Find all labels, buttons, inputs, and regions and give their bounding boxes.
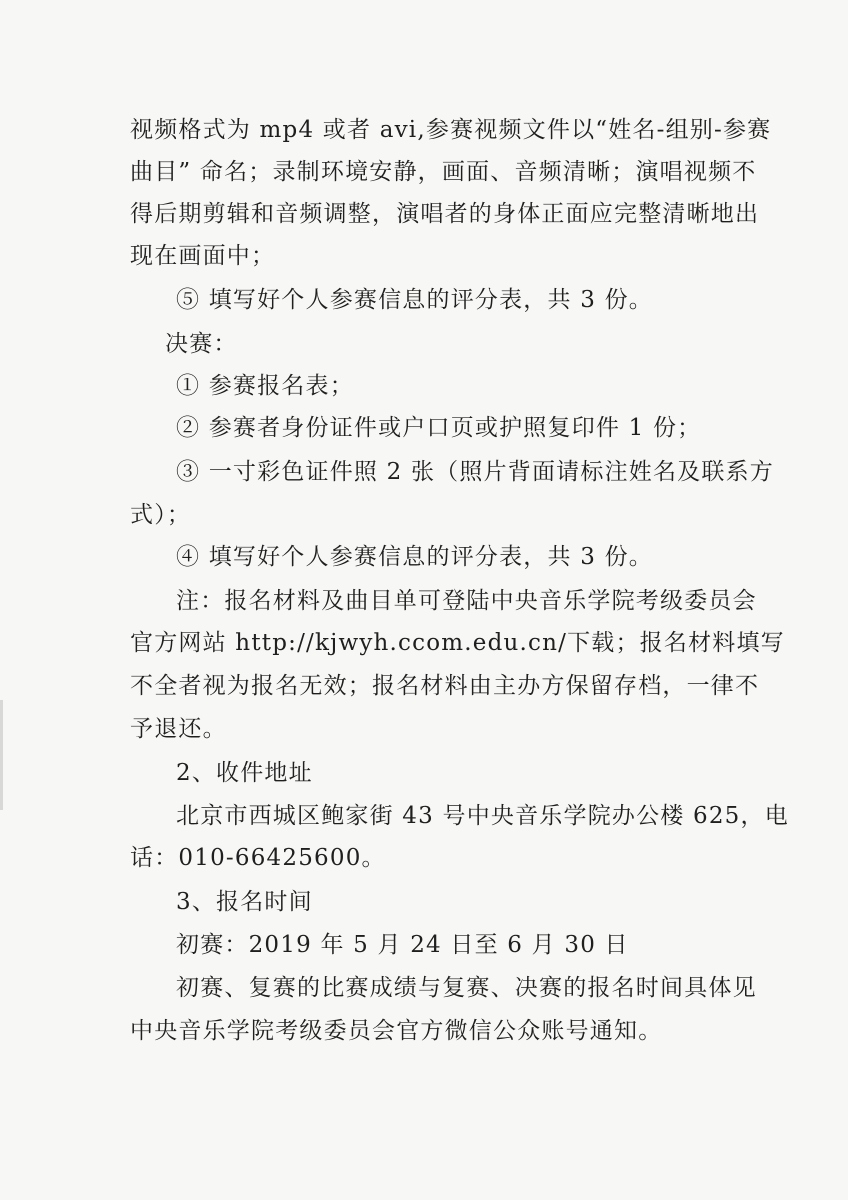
final-item-4: ④ 填写好个人参赛信息的评分表，共 3 份。	[176, 544, 653, 570]
final-item-2: ② 参赛者身份证件或户口页或护照复印件 1 份；	[176, 415, 702, 441]
body-line-1: 视频格式为 mp4 或者 avi,参赛视频文件以“姓名-组别-参赛	[130, 117, 772, 143]
final-item-1: ① 参赛报名表；	[176, 373, 354, 399]
note-paragraph-line-1: 注：报名材料及曲目单可登陆中央音乐学院考级委员会	[176, 588, 757, 614]
address-line-1: 北京市西城区鲍家街 43 号中央音乐学院办公楼 625，电	[176, 803, 789, 829]
note-paragraph-line-4: 予退还。	[130, 716, 227, 742]
schedule-note-line-1: 初赛、复赛的比赛成绩与复赛、决赛的报名时间具体见	[176, 975, 757, 1001]
body-line-4: 现在画面中；	[130, 243, 276, 269]
scan-edge-mark	[0, 700, 3, 810]
preliminary-date: 初赛：2019 年 5 月 24 日至 6 月 30 日	[176, 932, 629, 958]
section-final-heading: 决赛：	[165, 331, 238, 357]
body-line-2: 曲目” 命名；录制环境安静，画面、音频清晰；演唱视频不	[130, 159, 757, 185]
note-paragraph-line-3: 不全者视为报名无效；报名材料由主办方保留存档，一律不	[130, 673, 760, 699]
final-item-3: ③ 一寸彩色证件照 2 张（照片背面请标注姓名及联系方	[176, 459, 774, 485]
section-address-heading: 2、收件地址	[176, 760, 313, 786]
final-item-3-continued: 式）；	[130, 502, 192, 528]
section-time-heading: 3、报名时间	[176, 889, 313, 915]
body-line-3: 得后期剪辑和音频调整，演唱者的身体正面应完整清晰地出	[130, 201, 760, 227]
address-line-2: 话：010-66425600。	[130, 845, 386, 871]
schedule-note-line-2: 中央音乐学院考级委员会官方微信公众账号通知。	[130, 1018, 663, 1044]
note-paragraph-line-2: 官方网站 http://kjwyh.ccom.edu.cn/下载；报名材料填写	[130, 630, 785, 656]
list-item-5-score-sheet: ⑤ 填写好个人参赛信息的评分表，共 3 份。	[176, 287, 653, 313]
